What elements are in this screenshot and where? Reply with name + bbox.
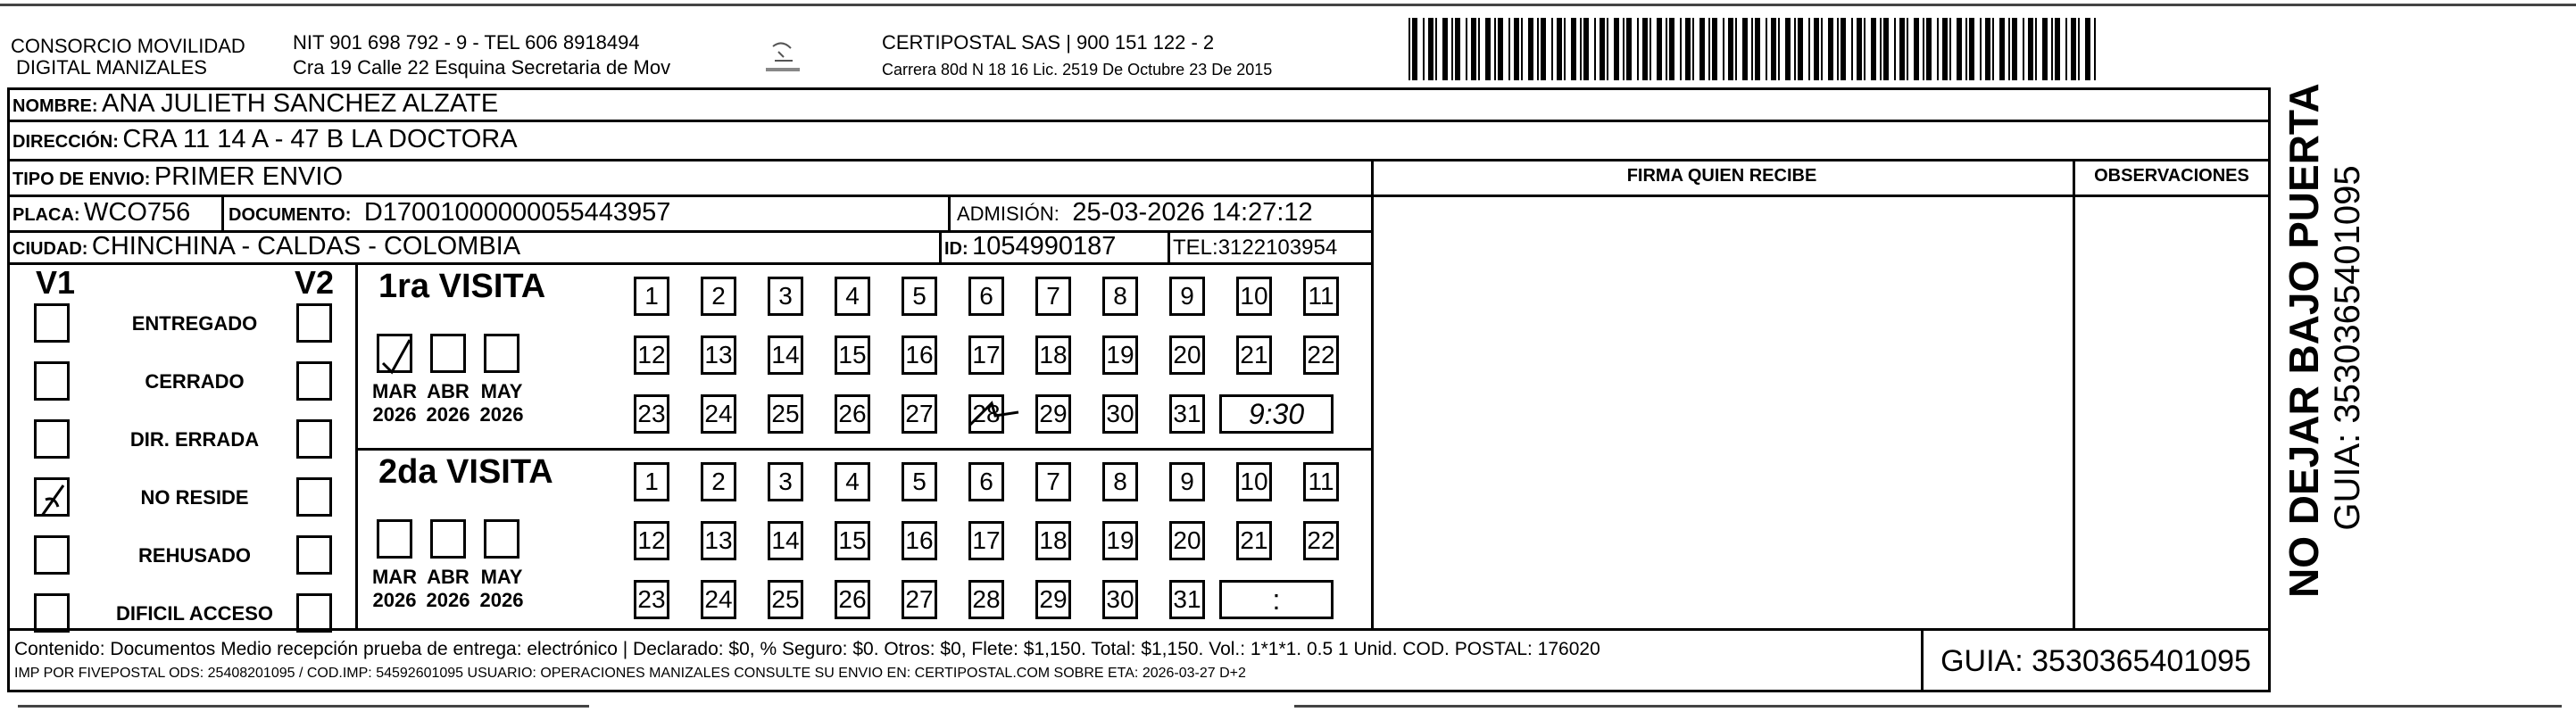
status-v2-checkbox[interactable] — [296, 477, 332, 517]
day-mark-icon — [968, 394, 1022, 434]
day-box[interactable]: 1 — [634, 462, 669, 501]
tipo-envio-value: PRIMER ENVIO — [154, 162, 344, 191]
day-box[interactable]: 17 — [968, 521, 1004, 560]
barcode-bar — [1766, 18, 1767, 80]
barcode-bar — [1657, 18, 1662, 80]
month-label — [421, 566, 475, 612]
barcode-bar — [1942, 18, 1948, 80]
check-mark-icon — [37, 480, 72, 519]
day-box[interactable]: 12 — [634, 335, 669, 375]
status-v1-checkbox[interactable] — [34, 361, 70, 401]
barcode-bar — [2055, 18, 2060, 80]
ciudad-label: CIUDAD: — [12, 239, 88, 259]
barcode-bar — [1494, 18, 1496, 80]
barcode-bar — [1583, 18, 1589, 80]
day-box[interactable]: 7 — [1035, 277, 1071, 316]
status-v1-checkbox[interactable] — [34, 303, 70, 343]
barcode-bar — [1428, 18, 1433, 80]
day-box[interactable]: 9 — [1169, 277, 1205, 316]
barcode-bar — [1899, 18, 1905, 80]
day-box[interactable]: 2 — [701, 462, 736, 501]
month-checkbox[interactable] — [484, 519, 519, 559]
barcode-bar — [1564, 18, 1566, 80]
direccion-value: CRA 11 14 A - 47 B LA DOCTORA — [122, 125, 518, 153]
admision-cell — [957, 198, 1313, 228]
barcode-bar — [1626, 18, 1632, 80]
day-box[interactable]: 14 — [768, 521, 803, 560]
day-box[interactable]: 9 — [1169, 462, 1205, 501]
month-checkbox[interactable] — [377, 519, 412, 559]
ciudad-value: CHINCHINA - CALDAS - COLOMBIA — [91, 232, 521, 261]
month-name: ABR — [427, 566, 469, 588]
day-box[interactable]: 29 — [1035, 394, 1071, 434]
day-box[interactable]: 23 — [634, 394, 669, 434]
barcode-bar — [1435, 18, 1437, 80]
barcode-bar — [1755, 18, 1760, 80]
month-label — [475, 566, 528, 612]
barcode-bar — [1837, 18, 1839, 80]
status-label: CERRADO — [145, 370, 245, 393]
check-mark-icon — [379, 336, 415, 376]
barcode-bar — [1914, 18, 1919, 80]
tel-value: 3122103954 — [1217, 236, 1338, 260]
day-box[interactable]: 31 — [1169, 394, 1205, 434]
day-box[interactable]: 11 — [1303, 277, 1339, 316]
day-box[interactable]: 2 — [701, 277, 736, 316]
day-box[interactable]: 24 — [701, 394, 736, 434]
direccion-row — [12, 125, 518, 154]
barcode-bar — [1735, 18, 1737, 80]
barcode-bar — [1594, 18, 1596, 80]
day-box[interactable]: 12 — [634, 521, 669, 560]
barcode-bar — [1649, 18, 1651, 80]
barcode-bar — [1455, 18, 1460, 80]
month-checkbox[interactable] — [377, 334, 412, 373]
day-box[interactable]: 6 — [968, 277, 1004, 316]
documento-cell — [229, 198, 670, 228]
day-box[interactable]: 18 — [1035, 335, 1071, 375]
barcode-bar — [2085, 18, 2090, 80]
day-box[interactable]: 14 — [768, 335, 803, 375]
day-box[interactable]: 3 — [768, 277, 803, 316]
barcode-bar — [1600, 18, 1605, 80]
tipo-envio-row — [12, 162, 343, 192]
month-year: 2026 — [479, 403, 524, 426]
status-v1-checkbox[interactable] — [34, 535, 70, 575]
barcode-bar — [1742, 18, 1748, 80]
barcode-bar — [1794, 18, 1796, 80]
month-checkbox[interactable] — [430, 334, 466, 373]
barcode-bar — [1785, 18, 1791, 80]
day-box[interactable]: 27 — [902, 580, 937, 619]
company-name-line1: CONSORCIO MOVILIDAD — [11, 35, 245, 57]
barcode-bar — [2065, 18, 2067, 80]
barcode-bar — [1541, 18, 1546, 80]
barcode-bar — [1623, 18, 1625, 80]
day-box[interactable]: 16 — [902, 521, 937, 560]
month-name: MAR — [371, 566, 418, 588]
barcode-bar — [1685, 18, 1691, 80]
tel-cell — [1173, 236, 1337, 261]
barcode-bar — [2035, 18, 2037, 80]
month-label — [368, 380, 421, 426]
documento-value: D17001000000055443957 — [363, 198, 671, 227]
barcode-bar — [1871, 18, 1876, 80]
barcode-bar — [2023, 18, 2024, 80]
barcode-bar — [1478, 18, 1480, 80]
month-name: ABR — [427, 380, 469, 402]
day-box[interactable]: 5 — [902, 277, 937, 316]
id-value: 1054990187 — [972, 232, 1117, 261]
v1-label: V1 — [36, 264, 76, 301]
barcode-bar — [1980, 18, 1982, 80]
barcode-bar — [1471, 18, 1476, 80]
id-label: ID: — [944, 239, 968, 259]
status-label: ENTREGADO — [131, 312, 258, 335]
company-name-line2: DIGITAL MANIZALES — [16, 56, 207, 79]
v2-label: V2 — [295, 264, 335, 301]
day-box[interactable]: 26 — [835, 580, 870, 619]
day-box[interactable]: 18 — [1035, 521, 1071, 560]
footer-contenido: Contenido: Documentos Medio recepción prueba de entrega: electrónico | Declarado: $0, % Seguro: $0. Otros: $0, Flete: $1,150. Total: $1,150. Vol.: 1*1*1. 0.5 1 Unid. COD. POSTAL: 176020 — [14, 639, 1600, 659]
barcode-bar — [2094, 18, 2096, 80]
status-v1-checkbox[interactable] — [34, 593, 70, 633]
barcode-bar — [1451, 18, 1453, 80]
day-box[interactable]: 15 — [835, 335, 870, 375]
barcode-bar — [1751, 18, 1753, 80]
id-cell — [944, 232, 1116, 261]
barcode-bar — [1692, 18, 1694, 80]
carrier-line1: CERTIPOSTAL SAS | 900 151 122 - 2 — [882, 31, 1215, 54]
status-v2-checkbox[interactable] — [296, 593, 332, 633]
barcode-bar — [1412, 18, 1417, 80]
barcode-bar — [1985, 18, 1990, 80]
barcode-bar — [1965, 18, 1967, 80]
barcode-bar — [1614, 18, 1619, 80]
barcode-bar — [2028, 18, 2033, 80]
month-name: MAR — [371, 380, 418, 402]
nombre-label: NOMBRE: — [12, 96, 98, 116]
month-year: 2026 — [372, 589, 417, 611]
barcode-bar — [1607, 18, 1608, 80]
visit-title: 1ra VISITA — [378, 268, 546, 305]
day-box[interactable]: 3 — [768, 462, 803, 501]
barcode-bar — [1666, 18, 1667, 80]
status-v2-checkbox[interactable] — [296, 303, 332, 343]
barcode-bar — [1926, 18, 1932, 80]
day-box[interactable]: 13 — [701, 335, 736, 375]
day-box[interactable]: 24 — [701, 580, 736, 619]
month-name: MAY — [480, 566, 523, 588]
day-box[interactable]: 4 — [835, 277, 870, 316]
barcode-bar — [1699, 18, 1705, 80]
carrier-logo — [760, 34, 805, 79]
barcode-bar — [1778, 18, 1780, 80]
day-box[interactable]: 20 — [1169, 335, 1205, 375]
barcode-bar — [1521, 18, 1523, 80]
day-box[interactable]: 10 — [1236, 462, 1272, 501]
barcode-bar — [1637, 18, 1639, 80]
barcode-bar — [1999, 18, 2005, 80]
barcode-bar — [1883, 18, 1889, 80]
status-label: DIFICIL ACCESO — [115, 602, 273, 625]
status-v2-checkbox[interactable] — [296, 419, 332, 459]
nombre-row — [12, 89, 498, 119]
day-box[interactable]: 10 — [1236, 277, 1272, 316]
side-guia: GUIA: 3530365401095 — [2328, 165, 2367, 531]
barcode-bar — [1808, 18, 1810, 80]
day-box[interactable]: 8 — [1102, 277, 1138, 316]
status-v1-checkbox[interactable] — [34, 419, 70, 459]
barcode-bar — [1880, 18, 1882, 80]
visit-title: 2da VISITA — [378, 453, 553, 491]
status-label: DIR. ERRADA — [129, 428, 260, 451]
barcode-bar — [1828, 18, 1833, 80]
month-year: 2026 — [426, 403, 470, 426]
barcode-bar — [2071, 18, 2076, 80]
barcode-bar — [1969, 18, 1974, 80]
barcode-bar — [1642, 18, 1648, 80]
day-box[interactable]: 20 — [1169, 521, 1205, 560]
day-box[interactable]: 5 — [902, 462, 937, 501]
day-box[interactable]: 8 — [1102, 462, 1138, 501]
barcode-bar — [1571, 18, 1576, 80]
time-box[interactable]: 9:30 — [1219, 394, 1334, 434]
footer-guia: GUIA: 3530365401095 — [1940, 644, 2251, 678]
barcode-bar — [1957, 18, 1962, 80]
barcode-bar — [1580, 18, 1582, 80]
status-label: REHUSADO — [138, 544, 251, 567]
day-box[interactable]: 28 — [968, 580, 1004, 619]
admision-value: 25-03-2026 14:27:12 — [1072, 198, 1313, 227]
barcode-bar — [2078, 18, 2080, 80]
barcode-bar — [2042, 18, 2048, 80]
barcode-bar — [1723, 18, 1724, 80]
footer-impreso: IMP POR FIVEPOSTAL ODS: 25408201095 / COD.IMP: 54592601095 USUARIO: OPERACIONES MANIZALES CONSULTE SU ENVIO EN: CERTIPOSTAL.COM SOBRE ETA: 2026-03-27 D+2 — [14, 666, 1246, 681]
barcode-bar — [1864, 18, 1866, 80]
barcode-bar — [1408, 18, 1410, 80]
barcode-bar — [1551, 18, 1553, 80]
day-box[interactable]: 1 — [634, 277, 669, 316]
nit-line2: Cra 19 Calle 22 Esquina Secretaria de Mov — [293, 56, 671, 79]
side-warning: NO DEJAR BAJO PUERTA — [2281, 83, 2327, 598]
barcode-bar — [1937, 18, 1939, 80]
carrier-line2: Carrera 80d N 18 16 Lic. 2519 De Octubre 23 De 2015 — [882, 61, 1273, 79]
month-year: 2026 — [372, 403, 417, 426]
day-box[interactable]: 13 — [701, 521, 736, 560]
barcode-bar — [1680, 18, 1682, 80]
observaciones-label: OBSERVACIONES — [2094, 166, 2249, 186]
barcode-bar — [1466, 18, 1467, 80]
month-checkbox[interactable] — [430, 519, 466, 559]
day-box[interactable]: 4 — [835, 462, 870, 501]
barcode-bar — [1798, 18, 1803, 80]
day-box[interactable]: 21 — [1236, 335, 1272, 375]
barcode-bar — [2051, 18, 2053, 80]
day-box[interactable]: 30 — [1102, 394, 1138, 434]
barcode-bar — [1669, 18, 1674, 80]
barcode-bar — [1949, 18, 1951, 80]
status-v2-checkbox[interactable] — [296, 361, 332, 401]
barcode-bar — [1923, 18, 1924, 80]
month-checkbox[interactable] — [484, 334, 519, 373]
time-box[interactable]: : — [1219, 580, 1334, 619]
month-year: 2026 — [426, 589, 470, 611]
day-box[interactable]: 19 — [1102, 335, 1138, 375]
barcode-bar — [2012, 18, 2017, 80]
placa-cell — [12, 198, 190, 228]
barcode-bar — [1992, 18, 1994, 80]
month-label — [368, 566, 421, 612]
day-box[interactable]: 30 — [1102, 580, 1138, 619]
day-box[interactable]: 16 — [902, 335, 937, 375]
day-box[interactable]: 28 — [968, 394, 1004, 434]
documento-label: DOCUMENTO: — [229, 205, 352, 225]
barcode-bar — [2008, 18, 2010, 80]
day-box[interactable]: 15 — [835, 521, 870, 560]
status-v2-checkbox[interactable] — [296, 535, 332, 575]
direccion-label: DIRECCIÓN: — [12, 132, 119, 152]
month-year: 2026 — [479, 589, 524, 611]
status-v1-checkbox[interactable] — [34, 477, 70, 517]
barcode-bar — [1907, 18, 1908, 80]
day-box[interactable]: 19 — [1102, 521, 1138, 560]
placa-value: WCO756 — [84, 198, 191, 227]
day-box[interactable]: 31 — [1169, 580, 1205, 619]
status-label: NO RESIDE — [140, 486, 249, 509]
barcode-bar — [1423, 18, 1425, 80]
barcode-bar — [1712, 18, 1717, 80]
day-box[interactable]: 22 — [1303, 335, 1339, 375]
barcode-bar — [1771, 18, 1776, 80]
barcode-bar — [1821, 18, 1823, 80]
barcode-bar — [1857, 18, 1862, 80]
placa-label: PLACA: — [12, 205, 80, 225]
barcode-bar — [1851, 18, 1853, 80]
barcode-bar — [1728, 18, 1733, 80]
day-box[interactable]: 23 — [634, 580, 669, 619]
barcode-bar — [1514, 18, 1519, 80]
month-label — [475, 380, 528, 426]
day-box[interactable]: 25 — [768, 580, 803, 619]
firma-label: FIRMA QUIEN RECIBE — [1626, 166, 1817, 186]
nit-line1: NIT 901 698 792 - 9 - TEL 606 8918494 — [293, 31, 640, 54]
barcode-bar — [1442, 18, 1448, 80]
barcode-bar — [1508, 18, 1510, 80]
barcode-bar — [1485, 18, 1491, 80]
barcode — [1408, 18, 2101, 80]
admision-label: ADMISIÓN: — [957, 203, 1059, 225]
tel-label: TEL: — [1173, 236, 1218, 260]
ciudad-cell — [12, 232, 520, 261]
tipo-envio-label: TIPO DE ENVIO: — [12, 170, 151, 189]
day-box[interactable]: 21 — [1236, 521, 1272, 560]
day-box[interactable]: 26 — [835, 394, 870, 434]
barcode-bar — [1708, 18, 1710, 80]
day-box[interactable]: 25 — [768, 394, 803, 434]
barcode-bar — [1894, 18, 1896, 80]
barcode-bar — [1841, 18, 1846, 80]
day-box[interactable]: 11 — [1303, 462, 1339, 501]
day-box[interactable]: 29 — [1035, 580, 1071, 619]
day-box[interactable]: 17 — [968, 335, 1004, 375]
barcode-bar — [1528, 18, 1533, 80]
barcode-bar — [1557, 18, 1562, 80]
day-box[interactable]: 22 — [1303, 521, 1339, 560]
nombre-value: ANA JULIETH SANCHEZ ALZATE — [102, 89, 499, 118]
day-box[interactable]: 6 — [968, 462, 1004, 501]
barcode-bar — [1537, 18, 1539, 80]
month-name: MAY — [480, 380, 523, 402]
barcode-bar — [1814, 18, 1819, 80]
month-label — [421, 380, 475, 426]
day-box[interactable]: 7 — [1035, 462, 1071, 501]
day-box[interactable]: 27 — [902, 394, 937, 434]
barcode-bar — [1498, 18, 1503, 80]
